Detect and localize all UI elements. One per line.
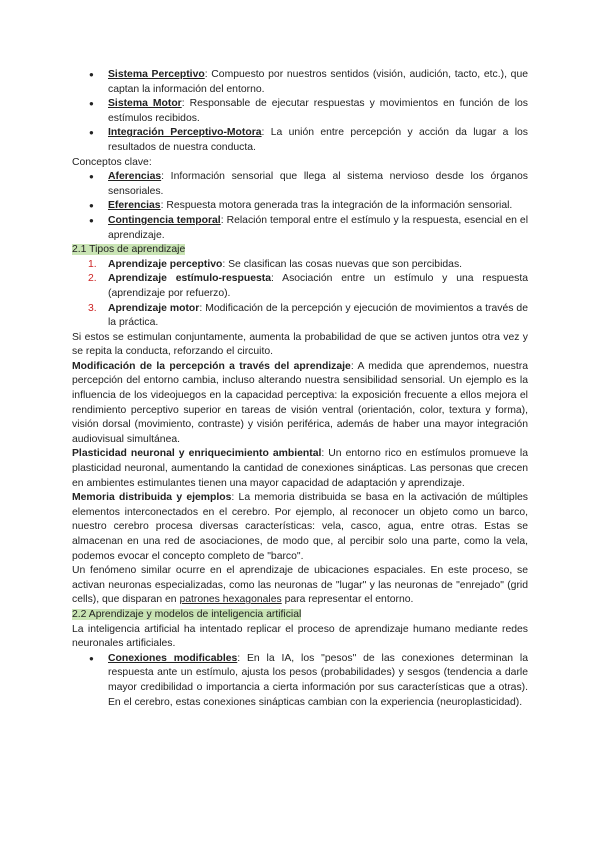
term: Aprendizaje perceptivo [108, 258, 223, 270]
paragraph-text: : A medida que aprendemos, nuestra percepción del entorno cambia, incluso alterando nuestra sensibilidad sensorial. Un ejemplo es la influencia de los videojuegos en la capacidad perceptiva: la exposición frecuente a ellos mejora el rendimiento perceptivo superior en tareas de visión ventral (orientación, color, textura y forma), visión dorsal (movimiento, contraste) y visión periférica, además de haber una mayor integración audiovisual simultánea. [72, 360, 528, 445]
item-number: 2. [88, 273, 97, 285]
definition: : Información sensorial que llega al sistema nervioso desde los órganos sensoriales. [108, 171, 528, 197]
definition: : Respuesta motora generada tras la integración de la información sensorial. [160, 200, 513, 212]
item-number: 3. [88, 302, 97, 314]
definition: : Asociación entre un estímulo y una respuesta (aprendizaje por refuerzo). [108, 273, 528, 299]
list-item [72, 199, 528, 214]
definition: : Relación temporal entre el estímulo y la respuesta, esencial en el aprendizaje. [108, 214, 528, 241]
paragraph-text: para representar el entorno. [281, 594, 414, 606]
list-item [72, 272, 528, 301]
list-item [72, 258, 528, 273]
underlined-term: patrones hexagonales [179, 594, 282, 606]
paragraph-plasticidad [72, 447, 528, 491]
paragraph-text: : Un entorno rico en estímulos promueve la plasticidad neuronal, aumentando la cantidad de conexiones sinápticas. Las personas que crecen en ambientes estimulantes tienen una mayor capacidad de adaptación y aprendizaje. [72, 448, 528, 489]
term: Sistema Motor [108, 98, 182, 110]
concepts-label: Conceptos clave: [72, 156, 152, 168]
term: Conexiones modificables [108, 652, 238, 664]
term: Integración Perceptivo-Motora [108, 127, 262, 139]
term: Aprendizaje motor [108, 302, 200, 314]
paragraph-memoria [72, 491, 528, 564]
paragraph-conjunto: Si estos se estimulan conjuntamente, aumenta la probabilidad de que se activen juntos otra vez y se repita la conducta, reforzando el circuito. [72, 331, 528, 358]
list-item [72, 126, 528, 155]
section-heading-2-2: 2.2 Aprendizaje y modelos de inteligencia artificial [72, 608, 302, 620]
paragraph-modificacion [72, 360, 528, 448]
list-item [72, 97, 528, 126]
definition: : Modificación de la percepción y ejecución de movimientos a través de la práctica. [108, 302, 528, 329]
list-item [72, 68, 528, 97]
term: Eferencias [108, 200, 161, 212]
term: Aferencias [108, 171, 162, 183]
term: Contingencia temporal [108, 214, 221, 226]
item-number: 1. [88, 258, 97, 270]
list-item [72, 652, 528, 710]
definition: : Compuesto por nuestros sentidos (visión, audición, tacto, etc.), que captan la información del entorno. [108, 69, 528, 95]
definition: : Responsable de ejecutar respuestas y movimientos en función de los estímulos recibidos. [108, 98, 529, 124]
paragraph-term: Modificación de la percepción a través del aprendizaje [72, 360, 351, 372]
list-item [72, 302, 528, 331]
definition: : Se clasifican las cosas nuevas que son percibidas. [222, 258, 463, 270]
paragraph-fenomeno [72, 564, 528, 608]
paragraph-term: Memoria distribuida y ejemplos [72, 492, 232, 504]
key-concepts-list [72, 170, 528, 243]
perceptual-systems-list [72, 68, 528, 156]
document-page [72, 68, 528, 710]
paragraph-text: Un fenómeno similar ocurre en el aprendizaje de ubicaciones espaciales. En este proceso, se activan neuronas especializadas, como las neuronas de "lugar" y las neuronas de "enrejado" (grid cells), que disparan en [72, 565, 528, 606]
list-item [72, 170, 528, 199]
definition: : La unión entre percepción y acción da lugar a los resultados de nuestra conducta. [108, 127, 528, 153]
term: Aprendizaje estímulo-respuesta [108, 273, 271, 285]
term: Sistema Perceptivo [108, 69, 205, 80]
learning-types-list [72, 258, 528, 331]
paragraph-term: Plasticidad neuronal y enriquecimiento ambiental [72, 448, 322, 460]
paragraph-text: : La memoria distribuida se basa en la activación de múltiples elementos interconectados en el cerebro. Por ejemplo, al reconocer un objeto como un barco, nuestro cerebro procesa diversas características: vela, casco, agua, entre otras. Estas se almacenan en una red de asociaciones, de modo que, al percibir solo una parte, como la vela, podemos evocar el concepto completo de "barco". [72, 492, 528, 562]
ia-list [72, 652, 528, 710]
list-item [72, 214, 528, 243]
paragraph-ia: La inteligencia artificial ha intentado replicar el proceso de aprendizaje humano mediante redes neuronales artificiales. [72, 623, 528, 650]
section-heading-2-1: 2.1 Tipos de aprendizaje [72, 244, 186, 256]
definition: : En la IA, los "pesos" de las conexiones determinan la respuesta ante un estímulo, ajusta los pesos (probabilidades) y sesgos (tendencia a darle mayor credibilidad o importancia a cierta información por sus características que a otras). En el cerebro, estas conexiones sinápticas cambian con la experiencia (neuroplasticidad). [108, 652, 529, 708]
